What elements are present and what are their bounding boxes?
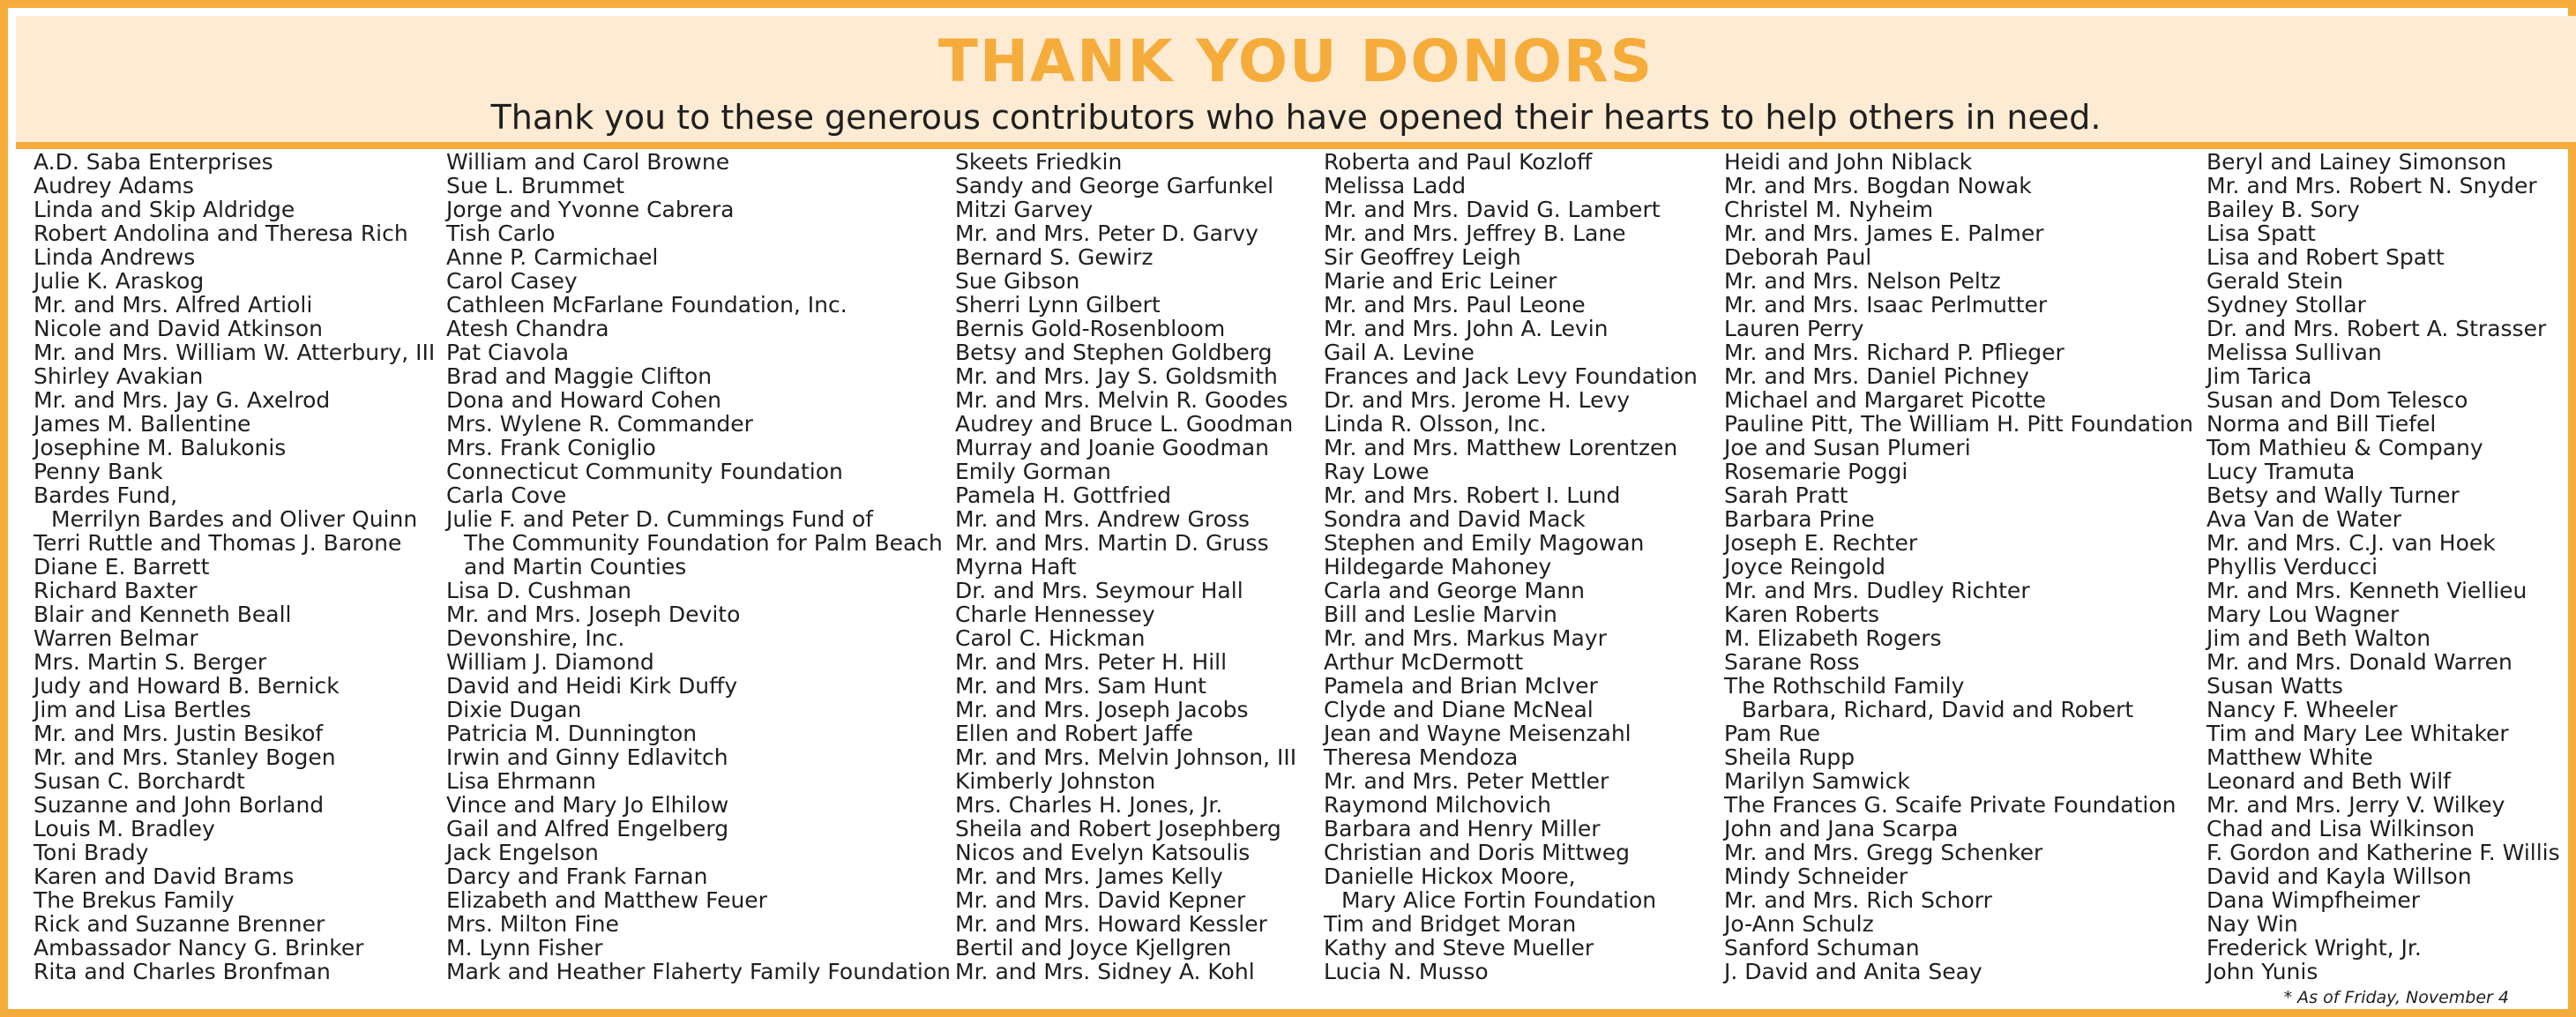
- donor-list-item: Mr. and Mrs. Jay G. Axelrod: [34, 387, 331, 413]
- donor-list-item: Merrilyn Bardes and Oliver Quinn: [51, 506, 418, 532]
- header-banner: [16, 16, 2576, 149]
- donor-list-item: Nancy F. Wheeler: [2206, 697, 2398, 722]
- donor-list-item: Heidi and John Niblack: [1724, 149, 1973, 175]
- donor-list-item: Judy and Howard B. Bernick: [34, 673, 340, 699]
- donor-list-item: Shirley Avakian: [34, 363, 204, 389]
- page-subtitle: Thank you to these generous contributors who have opened their hearts to help others in need.: [490, 98, 2102, 137]
- donor-list-item: Linda and Skip Aldridge: [34, 197, 295, 222]
- donor-list-item: Cathleen McFarlane Foundation, Inc.: [446, 292, 847, 318]
- donor-list-item: Lisa D. Cushman: [446, 578, 631, 603]
- donor-list-item: Roberta and Paul Kozloff: [1324, 149, 1593, 175]
- donor-list-item: Susan C. Borchardt: [34, 768, 245, 794]
- donor-list-item: Sanford Schuman: [1724, 935, 1920, 961]
- donor-list-item: Dr. and Mrs. Seymour Hall: [955, 578, 1243, 603]
- donor-list-item: Penny Bank: [34, 459, 163, 484]
- donor-list-item: Bernis Gold-Rosenbloom: [955, 316, 1226, 341]
- donor-list-item: Jorge and Yvonne Cabrera: [446, 197, 735, 222]
- donor-list-item: Julie K. Araskog: [34, 268, 205, 294]
- donor-list-item: Bardes Fund,: [34, 482, 178, 508]
- donor-list-item: The Community Foundation for Palm Beach: [464, 530, 943, 556]
- donor-column-1: [34, 150, 435, 983]
- donor-list-item: The Brekus Family: [34, 887, 235, 913]
- donor-list-item: Jo-Ann Schulz: [1724, 911, 1874, 937]
- donor-list-item: Lisa Ehrmann: [446, 768, 597, 794]
- donor-list-item: Mr. and Mrs. Alfred Artioli: [34, 292, 313, 318]
- donor-list-item: Sondra and David Mack: [1324, 506, 1586, 532]
- donor-list-item: Gail A. Levine: [1324, 340, 1475, 365]
- donor-column-3: [955, 150, 1296, 983]
- donor-list-item: Louis M. Bradley: [34, 816, 215, 841]
- donor-list-item: Mr. and Mrs. Isaac Perlmutter: [1724, 292, 2048, 318]
- donor-list-item: Carol Casey: [446, 268, 578, 294]
- donor-list-item: Mr. and Mrs. Donald Warren: [2206, 649, 2513, 675]
- donor-list-item: Nicole and David Atkinson: [34, 316, 323, 341]
- donor-list-item: Mr. and Mrs. Nelson Peltz: [1724, 268, 2001, 294]
- donor-list-item: Mr. and Mrs. Kenneth Viellieu: [2206, 578, 2527, 603]
- donor-list-item: Christian and Doris Mittweg: [1324, 840, 1630, 865]
- donor-list-item: Sarah Pratt: [1724, 482, 1848, 508]
- donor-column-2: [446, 150, 951, 983]
- donor-list-item: William J. Diamond: [446, 649, 654, 675]
- donor-list-item: Mr. and Mrs. David Kepner: [955, 887, 1246, 913]
- donor-list-item: Sherri Lynn Gilbert: [955, 292, 1161, 318]
- donor-list-item: Marie and Eric Leiner: [1324, 268, 1557, 294]
- donor-list-item: Joseph E. Rechter: [1724, 530, 1918, 556]
- donor-list-item: Mr. and Mrs. Sam Hunt: [955, 673, 1206, 699]
- donor-list-item: Sheila and Robert Josephberg: [955, 816, 1281, 841]
- donor-list-item: Sarane Ross: [1724, 649, 1860, 675]
- donor-list-item: Tish Carlo: [446, 221, 556, 246]
- donor-list-item: Dana Wimpfheimer: [2206, 887, 2421, 913]
- donor-list-item: Susan and Dom Telesco: [2206, 387, 2468, 413]
- donor-list-item: Warren Belmar: [34, 625, 198, 651]
- donor-list-item: Jean and Wayne Meisenzahl: [1324, 721, 1631, 746]
- donor-list-item: Vince and Mary Jo Elhilow: [446, 792, 729, 818]
- donor-list-item: Linda R. Olsson, Inc.: [1324, 411, 1547, 437]
- donor-list-item: Mr. and Mrs. Stanley Bogen: [34, 744, 336, 770]
- donor-list-item: Mr. and Mrs. James E. Palmer: [1724, 221, 2044, 246]
- donor-list-item: Josephine M. Balukonis: [34, 435, 287, 460]
- donor-list-item: John Yunis: [2206, 959, 2318, 984]
- donor-list-item: Tim and Bridget Moran: [1324, 911, 1577, 937]
- donor-list-item: Beryl and Lainey Simonson: [2206, 149, 2507, 175]
- donor-list-item: Mr. and Mrs. Matthew Lorentzen: [1324, 435, 1678, 460]
- donor-list-item: The Frances G. Scaife Private Foundation: [1724, 792, 2177, 818]
- donor-list-item: Jim and Lisa Bertles: [34, 697, 251, 722]
- donor-list-item: A.D. Saba Enterprises: [34, 149, 273, 175]
- donor-list-item: Pamela and Brian McIver: [1324, 673, 1598, 699]
- donor-list-item: Michael and Margaret Picotte: [1724, 387, 2046, 413]
- donor-list-item: Sue L. Brummet: [446, 173, 625, 198]
- donor-list-item: J. David and Anita Seay: [1724, 959, 1982, 984]
- donor-list-item: Mr. and Mrs. Peter H. Hill: [955, 649, 1228, 675]
- donor-list-item: Pam Rue: [1724, 721, 1821, 746]
- donor-list-item: Jim Tarica: [2206, 363, 2312, 389]
- donor-list-item: Nay Win: [2206, 911, 2298, 937]
- donor-list-item: F. Gordon and Katherine F. Willis: [2206, 840, 2560, 865]
- donor-list-item: Bill and Leslie Marvin: [1324, 602, 1557, 627]
- donor-list-item: James M. Ballentine: [34, 411, 251, 437]
- donor-list-item: Mrs. Martin S. Berger: [34, 649, 267, 675]
- donor-list-item: Rita and Charles Bronfman: [34, 959, 331, 984]
- donor-list-item: Ava Van de Water: [2206, 506, 2402, 532]
- donor-list-item: Mr. and Mrs. Justin Besikof: [34, 721, 324, 746]
- donor-list-item: Julie F. and Peter D. Cummings Fund of: [446, 506, 874, 532]
- donor-column-6: [2206, 150, 2560, 983]
- donor-list-item: Barbara, Richard, David and Robert: [1742, 697, 2134, 722]
- donor-list-item: Mrs. Wylene R. Commander: [446, 411, 753, 437]
- donor-list-item: Mr. and Mrs. Gregg Schenker: [1724, 840, 2043, 865]
- donor-list-item: Diane E. Barrett: [34, 554, 210, 580]
- donor-list-item: Jack Engelson: [446, 840, 599, 865]
- donor-list-item: M. Lynn Fisher: [446, 935, 603, 961]
- donor-list-item: Mr. and Mrs. Martin D. Gruss: [955, 530, 1269, 556]
- donor-list-item: Patricia M. Dunnington: [446, 721, 698, 746]
- donor-list-item: Pamela H. Gottfried: [955, 482, 1172, 508]
- donor-list-item: Carol C. Hickman: [955, 625, 1146, 651]
- donor-list-item: Myrna Haft: [955, 554, 1077, 580]
- donor-list-item: Stephen and Emily Magowan: [1324, 530, 1645, 556]
- donor-list-item: Mr. and Mrs. Joseph Devito: [446, 602, 741, 627]
- donor-list-item: Christel M. Nyheim: [1724, 197, 1934, 222]
- donor-list-item: Ambassador Nancy G. Brinker: [34, 935, 364, 961]
- donor-list-item: Terri Ruttle and Thomas J. Barone: [34, 530, 402, 556]
- donor-list-item: Lucy Tramuta: [2206, 459, 2356, 484]
- donor-columns: [0, 150, 2576, 997]
- donor-list-item: Irwin and Ginny Edlavitch: [446, 744, 728, 770]
- donor-list-item: Mr. and Mrs. Richard P. Pflieger: [1724, 340, 2065, 365]
- donor-list-item: Robert Andolina and Theresa Rich: [34, 221, 408, 246]
- donor-list-item: Mr. and Mrs. Melvin R. Goodes: [955, 387, 1288, 413]
- donor-list-item: Dixie Dugan: [446, 697, 582, 722]
- donor-list-item: Ellen and Robert Jaffe: [955, 721, 1193, 746]
- donor-list-item: Mr. and Mrs. Jay S. Goldsmith: [955, 363, 1278, 389]
- donor-list-item: Melissa Ladd: [1324, 173, 1467, 198]
- donor-list-item: Anne P. Carmichael: [446, 244, 659, 270]
- donor-list-item: Matthew White: [2206, 744, 2373, 770]
- donor-list-item: Mr. and Mrs. Jeffrey B. Lane: [1324, 221, 1626, 246]
- donor-list-item: Lisa and Robert Spatt: [2206, 244, 2445, 270]
- donor-list-item: Lucia N. Musso: [1324, 959, 1489, 984]
- donor-list-item: Skeets Friedkin: [955, 149, 1123, 175]
- donor-list-item: Lisa Spatt: [2206, 221, 2316, 246]
- donor-list-item: Frances and Jack Levy Foundation: [1324, 363, 1698, 389]
- donor-list-item: Mr. and Mrs. Paul Leone: [1324, 292, 1586, 318]
- donor-column-5: [1724, 150, 2193, 983]
- donor-list-item: Richard Baxter: [34, 578, 198, 603]
- donor-list-item: Norma and Bill Tiefel: [2206, 411, 2437, 437]
- donor-list-item: Mark and Heather Flaherty Family Foundation: [446, 959, 951, 984]
- donor-list-item: Mr. and Mrs. Peter Mettler: [1324, 768, 1609, 794]
- donor-list-item: Atesh Chandra: [446, 316, 609, 341]
- donor-list-item: Nicos and Evelyn Katsoulis: [955, 840, 1251, 865]
- donor-list-item: Rosemarie Poggi: [1724, 459, 1908, 484]
- donor-list-item: Mr. and Mrs. John A. Levin: [1324, 316, 1609, 341]
- donor-list-item: Mr. and Mrs. James Kelly: [955, 864, 1223, 889]
- donor-list-item: Dr. and Mrs. Jerome H. Levy: [1324, 387, 1631, 413]
- donor-list-item: Kathy and Steve Mueller: [1324, 935, 1594, 961]
- donor-list-item: Mr. and Mrs. C.J. van Hoek: [2206, 530, 2496, 556]
- donor-list-item: M. Elizabeth Rogers: [1724, 625, 1942, 651]
- donor-list-item: Sydney Stollar: [2206, 292, 2366, 318]
- donor-list-item: Suzanne and John Borland: [34, 792, 325, 818]
- donor-list-item: Deborah Paul: [1724, 244, 1872, 270]
- donor-list-item: Mary Alice Fortin Foundation: [1341, 887, 1657, 913]
- donor-list-item: Barbara and Henry Miller: [1324, 816, 1601, 841]
- donor-list-item: Mr. and Mrs. Joseph Jacobs: [955, 697, 1249, 722]
- donor-list-item: Theresa Mendoza: [1324, 744, 1519, 770]
- donor-list-item: Bertil and Joyce Kjellgren: [955, 935, 1232, 961]
- donor-list-item: Bailey B. Sory: [2206, 197, 2360, 222]
- donor-list-item: Jim and Beth Walton: [2206, 625, 2431, 651]
- donor-list-item: Karen Roberts: [1724, 602, 1880, 627]
- donor-list-item: Gail and Alfred Engelberg: [446, 816, 729, 841]
- donor-list-item: Mr. and Mrs. Bogdan Nowak: [1724, 173, 2032, 198]
- donor-list-item: Mindy Schneider: [1724, 864, 1908, 889]
- donor-list-item: Mr. and Mrs. William W. Atterbury, III: [34, 340, 436, 365]
- donor-list-item: David and Kayla Willson: [2206, 864, 2472, 889]
- donor-list-item: Danielle Hickox Moore,: [1324, 864, 1576, 889]
- donor-list-item: David and Heidi Kirk Duffy: [446, 673, 738, 699]
- donor-list-item: Mary Lou Wagner: [2206, 602, 2400, 627]
- donor-list-item: Rick and Suzanne Brenner: [34, 911, 325, 937]
- donor-list-item: Sandy and George Garfunkel: [955, 173, 1274, 198]
- donor-list-item: Blair and Kenneth Beall: [34, 602, 292, 627]
- donor-list-item: Clyde and Diane McNeal: [1324, 697, 1594, 722]
- donor-list-item: Chad and Lisa Wilkinson: [2206, 816, 2475, 841]
- donor-list-item: Carla and George Mann: [1324, 578, 1585, 603]
- donor-list-item: The Rothschild Family: [1724, 673, 1965, 699]
- as-of-footnote: * As of Friday, November 4: [2283, 988, 2509, 1007]
- donor-list-item: Elizabeth and Matthew Feuer: [446, 887, 767, 913]
- donor-list-item: Sue Gibson: [955, 268, 1080, 294]
- donor-list-item: Mr. and Mrs. Howard Kessler: [955, 911, 1267, 937]
- donor-list-item: Frederick Wright, Jr.: [2206, 935, 2422, 961]
- donor-list-item: Mr. and Mrs. Melvin Johnson, III: [955, 744, 1297, 770]
- donor-list-item: Hildegarde Mahoney: [1324, 554, 1552, 580]
- donor-list-item: Mr. and Mrs. Daniel Pichney: [1724, 363, 2029, 389]
- donor-list-item: Dona and Howard Cohen: [446, 387, 721, 413]
- donor-list-item: Tom Mathieu & Company: [2206, 435, 2483, 460]
- donor-list-item: Devonshire, Inc.: [446, 625, 625, 651]
- donor-list-item: Mr. and Mrs. Peter D. Garvy: [955, 221, 1258, 246]
- donor-list-item: Leonard and Beth Wilf: [2206, 768, 2451, 794]
- donor-list-item: Emily Gorman: [955, 459, 1111, 484]
- donor-list-item: Audrey Adams: [34, 173, 194, 198]
- donor-list-item: Mrs. Milton Fine: [446, 911, 619, 937]
- donor-list-item: Mr. and Mrs. David G. Lambert: [1324, 197, 1661, 222]
- donor-list-item: Sir Geoffrey Leigh: [1324, 244, 1521, 270]
- donor-list-item: Kimberly Johnston: [955, 768, 1156, 794]
- donor-list-item: Betsy and Stephen Goldberg: [955, 340, 1273, 365]
- donor-list-item: Linda Andrews: [34, 244, 196, 270]
- donor-list-item: Joe and Susan Plumeri: [1724, 435, 1971, 460]
- donor-list-item: Susan Watts: [2206, 673, 2343, 699]
- donor-list-item: Mr. and Mrs. Robert I. Lund: [1324, 482, 1621, 508]
- donor-list-item: Bernard S. Gewirz: [955, 244, 1154, 270]
- donor-list-item: William and Carol Browne: [446, 149, 730, 175]
- donor-list-item: Sheila Rupp: [1724, 744, 1855, 770]
- donor-list-item: Carla Cove: [446, 482, 567, 508]
- donor-list-item: Charle Hennessey: [955, 602, 1155, 627]
- donor-list-item: Gerald Stein: [2206, 268, 2343, 294]
- page-title: THANK YOU DONORS: [937, 27, 1654, 95]
- donor-list-item: Mr. and Mrs. Jerry V. Wilkey: [2206, 792, 2505, 818]
- donor-list-item: Raymond Milchovich: [1324, 792, 1551, 818]
- donor-list-item: Phyllis Verducci: [2206, 554, 2378, 580]
- donor-list-item: Betsy and Wally Turner: [2206, 482, 2460, 508]
- donor-list-item: Arthur McDermott: [1324, 649, 1524, 675]
- donor-column-4: [1324, 150, 1698, 983]
- donor-list-item: Pauline Pitt, The William H. Pitt Foundation: [1724, 411, 2193, 437]
- donor-list-item: Mr. and Mrs. Dudley Richter: [1724, 578, 2030, 603]
- donor-list-item: Lauren Perry: [1724, 316, 1864, 341]
- donor-list-item: Mr. and Mrs. Sidney A. Kohl: [955, 959, 1255, 984]
- donor-list-item: Mr. and Mrs. Markus Mayr: [1324, 625, 1607, 651]
- donor-list-item: Mr. and Mrs. Rich Schorr: [1724, 887, 1992, 913]
- donor-list-item: Mitzi Garvey: [955, 197, 1094, 222]
- donor-list-item: Joyce Reingold: [1724, 554, 1885, 580]
- donor-list-item: Connecticut Community Foundation: [446, 459, 843, 484]
- donor-list-item: Tim and Mary Lee Whitaker: [2206, 721, 2509, 746]
- donor-list-item: Audrey and Bruce L. Goodman: [955, 411, 1294, 437]
- donor-list-item: Toni Brady: [34, 840, 149, 865]
- donor-list-item: Dr. and Mrs. Robert A. Strasser: [2206, 316, 2547, 341]
- donor-list-item: and Martin Counties: [464, 554, 687, 580]
- donor-list-item: Pat Ciavola: [446, 340, 570, 365]
- donor-list-item: Barbara Prine: [1724, 506, 1875, 532]
- donor-list-item: Mrs. Frank Coniglio: [446, 435, 656, 460]
- donor-list-item: Murray and Joanie Goodman: [955, 435, 1270, 460]
- donor-list-item: Karen and David Brams: [34, 864, 295, 889]
- donor-list-item: Marilyn Samwick: [1724, 768, 1910, 794]
- donor-list-item: Ray Lowe: [1324, 459, 1430, 484]
- donor-list-item: Mrs. Charles H. Jones, Jr.: [955, 792, 1223, 818]
- donor-list-item: Melissa Sullivan: [2206, 340, 2382, 365]
- donor-list-item: Mr. and Mrs. Andrew Gross: [955, 506, 1250, 532]
- donor-list-item: John and Jana Scarpa: [1724, 816, 1959, 841]
- donor-list-item: Brad and Maggie Clifton: [446, 363, 713, 389]
- donor-list-item: Darcy and Frank Farnan: [446, 864, 708, 889]
- donor-list-item: Mr. and Mrs. Robert N. Snyder: [2206, 173, 2537, 198]
